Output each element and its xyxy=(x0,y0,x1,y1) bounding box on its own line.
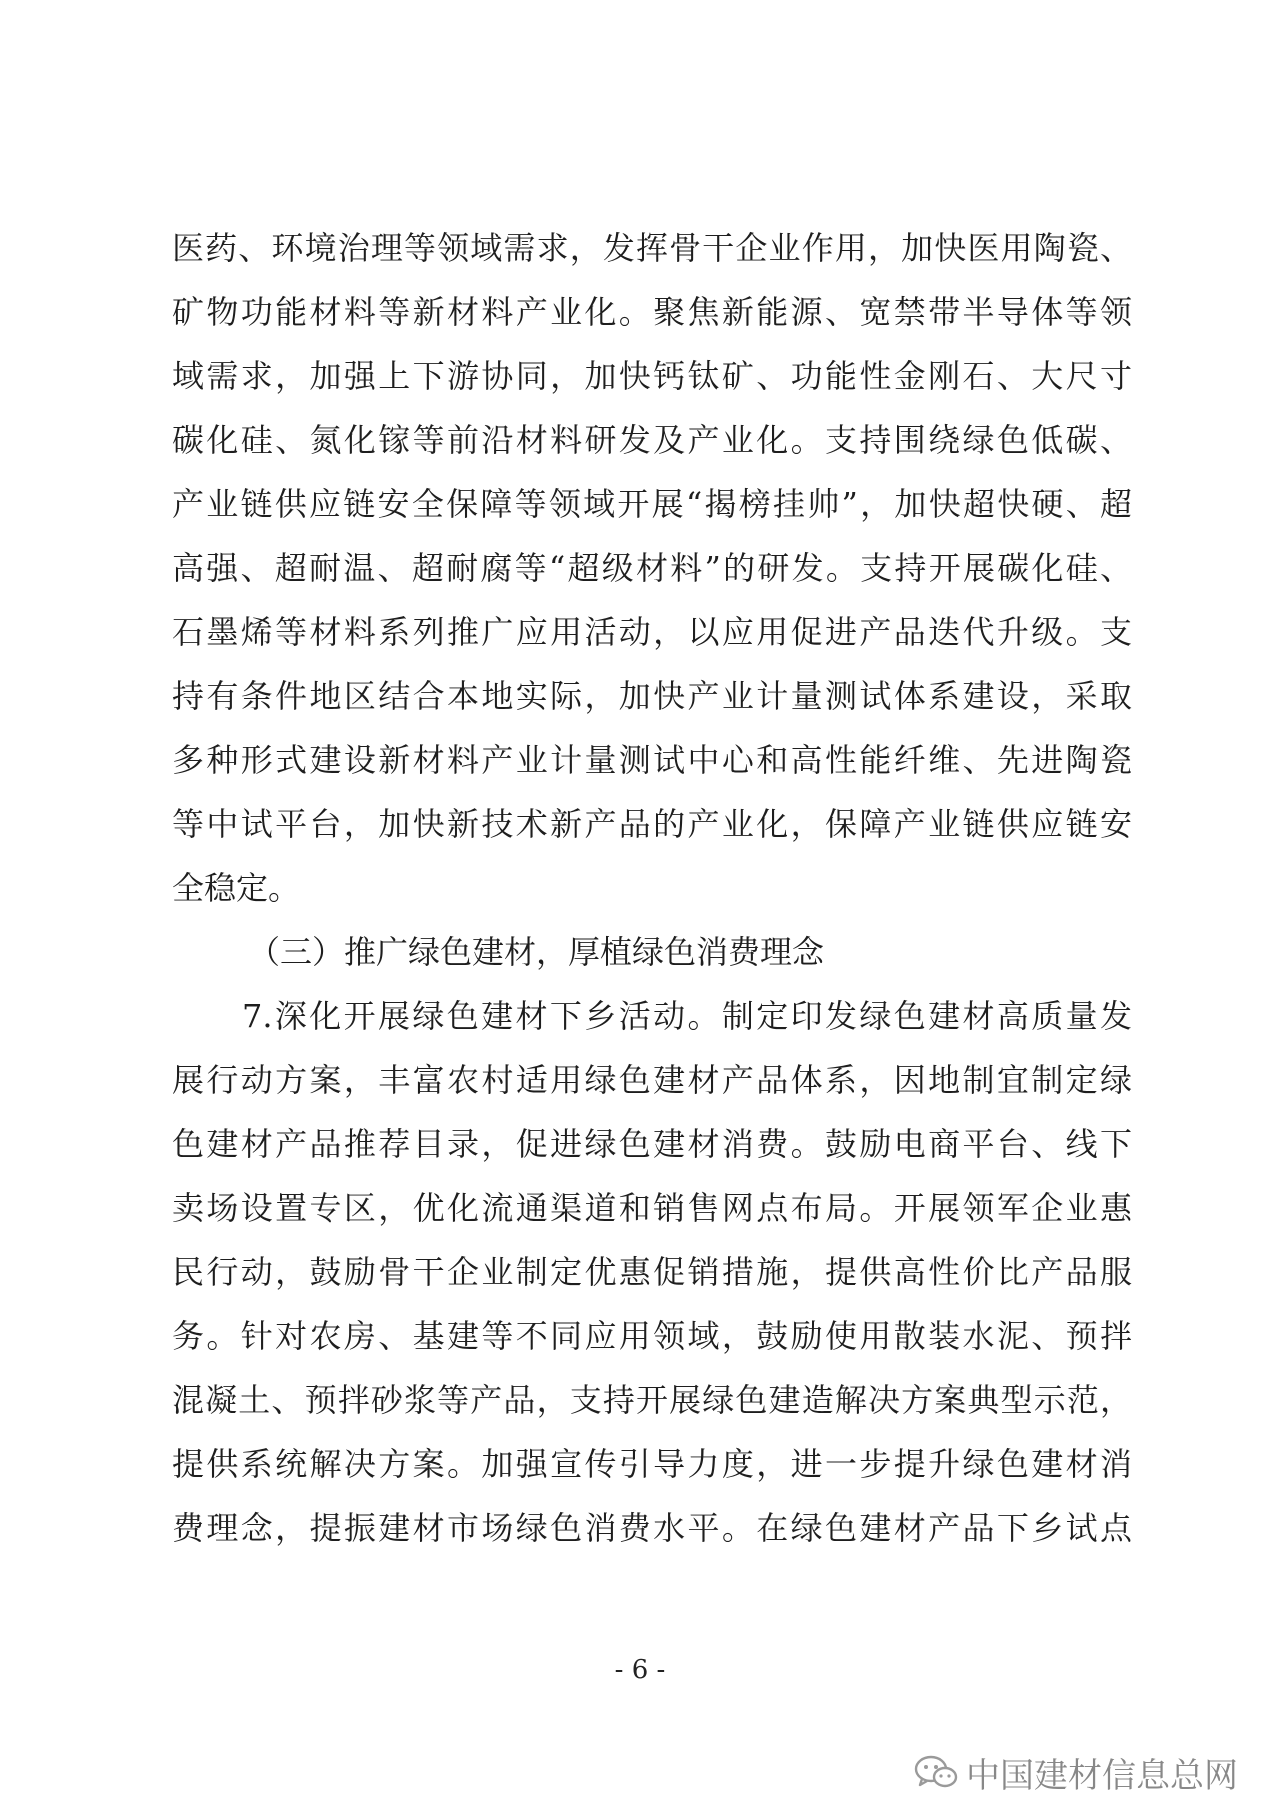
section-line: 色建材产品推荐目录，促进绿色建材消费。鼓励电商平台、线下 xyxy=(172,1125,1132,1163)
section-line: 提供系统解决方案。加强宣传引导力度，进一步提升绿色建材消 xyxy=(172,1445,1132,1483)
section-line: 卖场设置专区，优化流通渠道和销售网点布局。开展领军企业惠 xyxy=(172,1189,1132,1227)
wechat-icon xyxy=(914,1754,958,1792)
section-line: 务。针对农房、基建等不同应用领域，鼓励使用散装水泥、预拌 xyxy=(172,1317,1132,1355)
body-line: 石墨烯等材料系列推广应用活动，以应用促进产品迭代升级。支 xyxy=(172,613,1132,651)
body-line: 产业链供应链安全保障等领域开展“揭榜挂帅”，加快超快硬、超 xyxy=(172,485,1132,523)
body-line: 持有条件地区结合本地实际，加快产业计量测试体系建设，采取 xyxy=(172,677,1132,715)
page-number: - 6 - xyxy=(614,1655,666,1685)
section-line: 混凝土、预拌砂浆等产品，支持开展绿色建造解决方案典型示范， xyxy=(172,1381,1132,1419)
section-line: 费理念，提振建材市场绿色消费水平。在绿色建材产品下乡试点 xyxy=(172,1509,1132,1547)
body-line: 医药、环境治理等领域需求，发挥骨干企业作用，加快医用陶瓷、 xyxy=(172,229,1132,267)
document-body xyxy=(172,216,1132,1560)
section-line: 7.深化开展绿色建材下乡活动。制定印发绿色建材高质量发 xyxy=(242,997,1132,1035)
watermark-text: 中国建材信息总网 xyxy=(966,1756,1238,1796)
section-heading: （三）推广绿色建材，厚植绿色消费理念 xyxy=(248,933,825,971)
watermark xyxy=(914,1748,1238,1797)
section-line: 展行动方案，丰富农村适用绿色建材产品体系，因地制宜制定绿 xyxy=(172,1061,1132,1099)
body-line: 等中试平台，加快新技术新产品的产业化，保障产业链供应链安 xyxy=(172,805,1132,843)
body-line: 全稳定。 xyxy=(172,869,301,907)
body-line: 矿物功能材料等新材料产业化。聚焦新能源、宽禁带半导体等领 xyxy=(172,293,1132,331)
body-line: 碳化硅、氮化镓等前沿材料研发及产业化。支持围绕绿色低碳、 xyxy=(172,421,1132,459)
body-line: 多种形式建设新材料产业计量测试中心和高性能纤维、先进陶瓷 xyxy=(172,741,1132,779)
body-line: 高强、超耐温、超耐腐等“超级材料”的研发。支持开展碳化硅、 xyxy=(172,549,1132,587)
body-line: 域需求，加强上下游协同，加快钙钛矿、功能性金刚石、大尺寸 xyxy=(172,357,1132,395)
section-line: 民行动，鼓励骨干企业制定优惠促销措施，提供高性价比产品服 xyxy=(172,1253,1132,1291)
